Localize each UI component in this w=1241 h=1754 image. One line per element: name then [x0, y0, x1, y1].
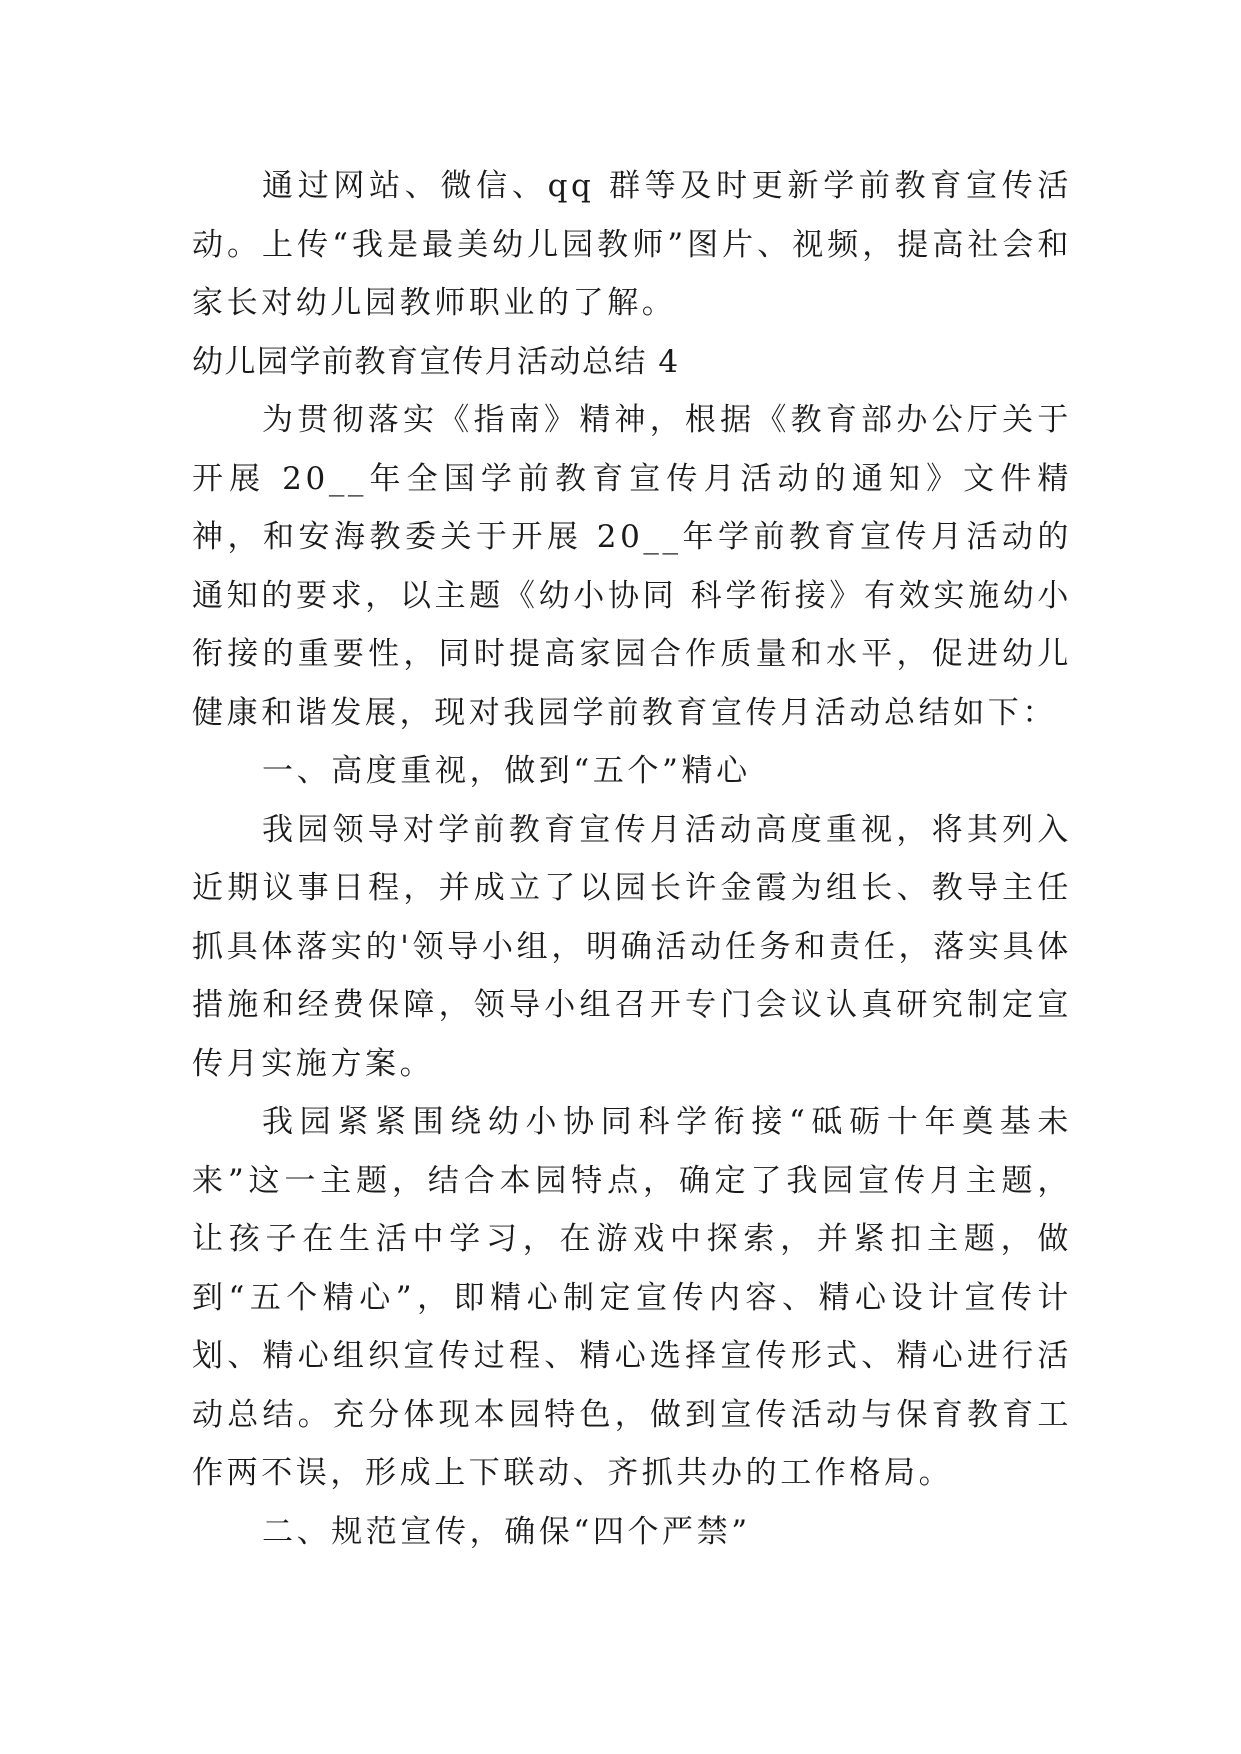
paragraph-2: 为贯彻落实《指南》精神，根据《教育部办公厅关于开展 20__年全国学前教育宣传月活动的通知》文件精神，和安海教委关于开展 20__年学前教育宣传月活动的通知的要求，以主题《幼小协同 科学衔接》有效实施幼小衔接的重要性，同时提高家园合作质量和水平，促进幼儿健康和谐发展，现对我园学前教育宣传月活动总结如下： — [192, 402, 1072, 731]
paragraph-1: 通过网站、微信、qq 群等及时更新学前教育宣传活动。上传“我是最美幼儿园教师”图片、视频，提高社会和家长对幼儿园教师职业的了解。 — [192, 168, 1072, 321]
subheading-1: 一、高度重视，做到“五个”精心 — [262, 753, 751, 789]
subheading-2: 二、规范宣传，确保“四个严禁” — [262, 1513, 751, 1550]
section-heading: 幼儿园学前教育宣传月活动总结 4 — [192, 343, 680, 380]
paragraph-4: 我园紧紧围绕幼小协同科学衔接“砥砺十年奠基未来”这一主题，结合本园特点，确定了我园宣传月主题，让孩子在生活中学习，在游戏中探索，并紧扣主题，做到“五个精心”，即精心制定宣传内容、精心设计宣传计划、精心组织宣传过程、精心选择宣传形式、精心进行活动总结。充分体现本园特色，做到宣传活动与保育教育工作两不误，形成上下联动、齐抓共办的工作格局。 — [192, 1104, 1072, 1491]
paragraph-3: 我园领导对学前教育宣传月活动高度重视，将其列入近期议事日程，并成立了以园长许金霞为组长、教导主任抓具体落实的'领导小组，明确活动任务和责任，落实具体措施和经费保障，领导小组召开专门会议认真研究制定宣传月实施方案。 — [192, 811, 1072, 1082]
document-body — [192, 157, 1072, 1561]
